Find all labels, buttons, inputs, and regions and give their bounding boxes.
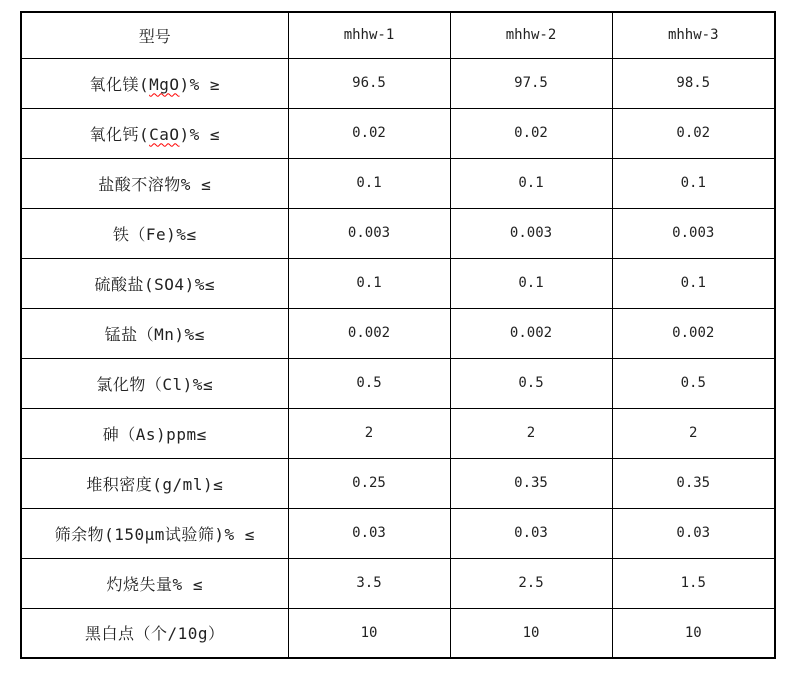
spec-label-cell: 堆积密度(g/ml)≤ [21, 458, 288, 508]
spec-value-cell: 0.003 [612, 208, 775, 258]
spec-value-cell: 0.1 [450, 158, 612, 208]
spec-row-cao [21, 108, 775, 158]
spec-value-cell: 0.002 [288, 308, 450, 358]
spec-value-cell: 0.002 [450, 308, 612, 358]
spec-value-cell: 2 [450, 408, 612, 458]
spec-label-cell [21, 108, 288, 158]
spec-label-cell: 砷（As)ppm≤ [21, 408, 288, 458]
spec-value-cell: 0.03 [288, 508, 450, 558]
column-header-mhhw3: mhhw-3 [612, 12, 775, 58]
label-text: 氧化镁( [89, 74, 150, 94]
spec-value-cell: 0.03 [450, 508, 612, 558]
spec-value-cell: 0.02 [288, 108, 450, 158]
spec-label-cell [21, 58, 288, 108]
spec-row-sieve-residue [21, 508, 775, 558]
spec-value-cell: 0.02 [612, 108, 775, 158]
misspelled-term: MgO [149, 74, 180, 94]
spec-value-cell: 0.1 [612, 158, 775, 208]
spec-row-mgo [21, 58, 775, 108]
spec-value-cell: 2 [288, 408, 450, 458]
spec-row-as [21, 408, 775, 458]
spec-value-cell: 0.02 [450, 108, 612, 158]
column-header-mhhw1: mhhw-1 [288, 12, 450, 58]
spec-row-cl [21, 358, 775, 408]
header-row [21, 12, 775, 58]
spec-value-cell: 0.03 [612, 508, 775, 558]
spec-value-cell: 10 [612, 608, 775, 658]
spec-value-cell: 1.5 [612, 558, 775, 608]
spec-value-cell: 0.5 [288, 358, 450, 408]
spec-value-cell: 10 [288, 608, 450, 658]
spec-value-cell: 0.1 [450, 258, 612, 308]
spec-value-cell: 3.5 [288, 558, 450, 608]
spec-row-hcl-insoluble [21, 158, 775, 208]
label-text: )% ≤ [179, 124, 221, 144]
spec-value-cell: 0.35 [450, 458, 612, 508]
spec-label-cell: 锰盐（Mn)%≤ [21, 308, 288, 358]
spec-value-cell: 0.003 [450, 208, 612, 258]
spec-value-cell: 0.1 [288, 258, 450, 308]
spec-value-cell: 0.5 [612, 358, 775, 408]
spec-row-mn [21, 308, 775, 358]
spec-value-cell: 0.25 [288, 458, 450, 508]
column-header-model: 型号 [21, 12, 288, 58]
spec-value-cell: 0.002 [612, 308, 775, 358]
spec-label-cell: 氯化物（Cl)%≤ [21, 358, 288, 408]
spec-value-cell: 0.003 [288, 208, 450, 258]
spec-value-cell: 97.5 [450, 58, 612, 108]
label-text: )% ≥ [179, 74, 221, 94]
spec-value-cell: 2 [612, 408, 775, 458]
spec-value-cell: 96.5 [288, 58, 450, 108]
spec-label-cell: 灼烧失量% ≤ [21, 558, 288, 608]
spec-value-cell: 0.35 [612, 458, 775, 508]
spec-table [20, 11, 776, 659]
spec-label-cell: 筛余物(150μm试验筛)% ≤ [21, 508, 288, 558]
spec-value-cell: 2.5 [450, 558, 612, 608]
misspelled-term: CaO [149, 124, 180, 144]
label-text: 氧化钙( [89, 124, 150, 144]
spec-label-cell: 硫酸盐(SO4)%≤ [21, 258, 288, 308]
spec-row-black-white-spots [21, 608, 775, 658]
spec-value-cell: 98.5 [612, 58, 775, 108]
spec-value-cell: 0.1 [288, 158, 450, 208]
spec-row-fe [21, 208, 775, 258]
spec-label-cell: 铁（Fe)%≤ [21, 208, 288, 258]
spec-value-cell: 0.5 [450, 358, 612, 408]
spec-value-cell: 0.1 [612, 258, 775, 308]
spec-row-bulk-density [21, 458, 775, 508]
spec-value-cell: 10 [450, 608, 612, 658]
column-header-mhhw2: mhhw-2 [450, 12, 612, 58]
spec-label-cell: 黑白点（个/10g） [21, 608, 288, 658]
spec-row-loss-on-ignition [21, 558, 775, 608]
spec-label-cell: 盐酸不溶物% ≤ [21, 158, 288, 208]
spec-row-so4 [21, 258, 775, 308]
